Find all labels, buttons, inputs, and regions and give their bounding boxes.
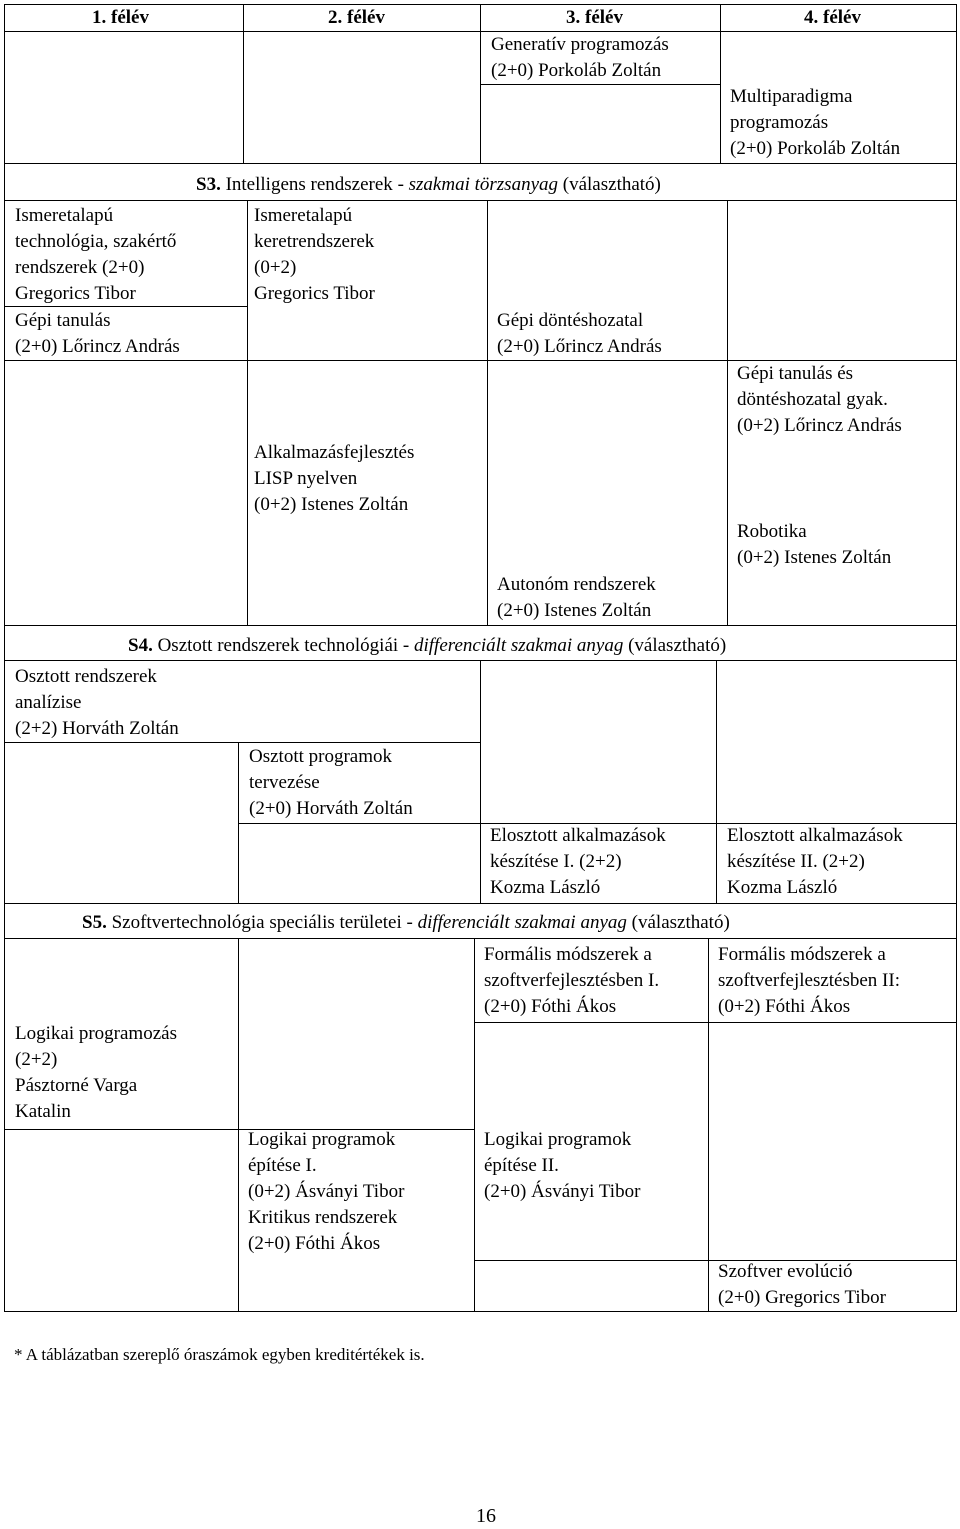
- course-gepi-tanulas-gyak: Gépi tanulás és döntéshozatal gyak. (0+2) Lőrincz András: [737, 363, 902, 436]
- s4-title: Osztott rendszerek technológiái: [157, 635, 399, 656]
- course-elosztott-alkalmazasok-2: Elosztott alkalmazások készítése II. (2+2) Kozma László: [727, 825, 903, 898]
- course-logikai-programozas: Logikai programozás (2+2) Pásztorné Varga Katalin: [15, 1023, 177, 1122]
- course-osztott-rendszerek-analizise: Osztott rendszerek analízise (2+2) Horváth Zoltán: [15, 666, 179, 739]
- section-heading-s3: [196, 172, 661, 198]
- course-generativ-programozas: Generatív programozás (2+0) Porkoláb Zoltán: [491, 34, 669, 81]
- course-formalis-modszerek-2: Formális módszerek a szoftverfejlesztésben II: (0+2) Fóthi Ákos: [718, 944, 900, 1017]
- course-szoftver-evolucio: Szoftver evolúció (2+0) Gregorics Tibor: [718, 1261, 886, 1308]
- course-logikai-programok-1-kritikus: Logikai programok építése I. (0+2) Ásványi Tibor Kritikus rendszerek (2+0) Fóthi Ákos: [248, 1129, 405, 1254]
- section-heading-s5: [82, 910, 730, 936]
- course-gepi-donteshozatal: Gépi döntéshozatal (2+0) Lőrincz András: [497, 310, 662, 357]
- course-logikai-programok-2: Logikai programok építése II. (2+0) Ásványi Tibor: [484, 1129, 641, 1202]
- course-multiparadigma-programozas: Multiparadigma programozás (2+0) Porkoláb Zoltán: [730, 86, 901, 159]
- course-autonom-rendszerek: Autonóm rendszerek (2+0) Istenes Zoltán: [497, 574, 656, 621]
- course-robotika: Robotika (0+2) Istenes Zoltán: [737, 521, 892, 568]
- course-elosztott-alkalmazasok-1: Elosztott alkalmazások készítése I. (2+2) Kozma László: [490, 825, 666, 898]
- s5-title: Szoftvertechnológia speciális területei: [111, 912, 402, 933]
- s4-separator: -: [398, 635, 414, 656]
- s3-separator: -: [392, 174, 409, 195]
- course-osztott-programok-tervezese: Osztott programok tervezése (2+0) Horváth Zoltán: [249, 746, 413, 819]
- s4-number: S4.: [128, 635, 153, 656]
- course-ismeretalapu-technologia: Ismeretalapú technológia, szakértő rendszerek (2+0) Gregorics Tibor: [15, 205, 177, 304]
- s3-title: Intelligens rendszerek: [225, 174, 393, 195]
- header-semester-4: 4. félév: [804, 7, 861, 28]
- s3-choice-note: (választható): [562, 174, 661, 195]
- s3-number: S3.: [196, 174, 221, 195]
- s3-italic-subtitle: szakmai törzsanyag: [408, 174, 559, 195]
- course-lisp-alkalmazasfejlesztes: Alkalmazásfejlesztés LISP nyelven (0+2) Istenes Zoltán: [254, 442, 415, 515]
- section-heading-s4: [128, 633, 726, 659]
- s4-choice-note: (választható): [628, 635, 727, 656]
- s5-italic-subtitle: differenciált szakmai anyag: [417, 912, 627, 933]
- header-semester-3: 3. félév: [566, 7, 623, 28]
- footnote: * A táblázatban szereplő óraszámok egyben kreditértékek is.: [14, 1345, 425, 1364]
- s5-separator: -: [401, 912, 418, 933]
- course-ismeretalapu-keretrendszerek: Ismeretalapú keretrendszerek (0+2) Gregorics Tibor: [254, 205, 375, 304]
- header-semester-2: 2. félév: [328, 7, 385, 28]
- s5-number: S5.: [82, 912, 107, 933]
- page-number: 16: [476, 1505, 496, 1527]
- course-gepi-tanulas: Gépi tanulás (2+0) Lőrincz András: [15, 310, 180, 357]
- s4-italic-subtitle: differenciált szakmai anyag: [414, 635, 624, 656]
- header-semester-1: 1. félév: [92, 7, 149, 28]
- course-formalis-modszerek-1: Formális módszerek a szoftverfejlesztésben I. (2+0) Fóthi Ákos: [484, 944, 660, 1017]
- s5-choice-note: (választható): [631, 912, 730, 933]
